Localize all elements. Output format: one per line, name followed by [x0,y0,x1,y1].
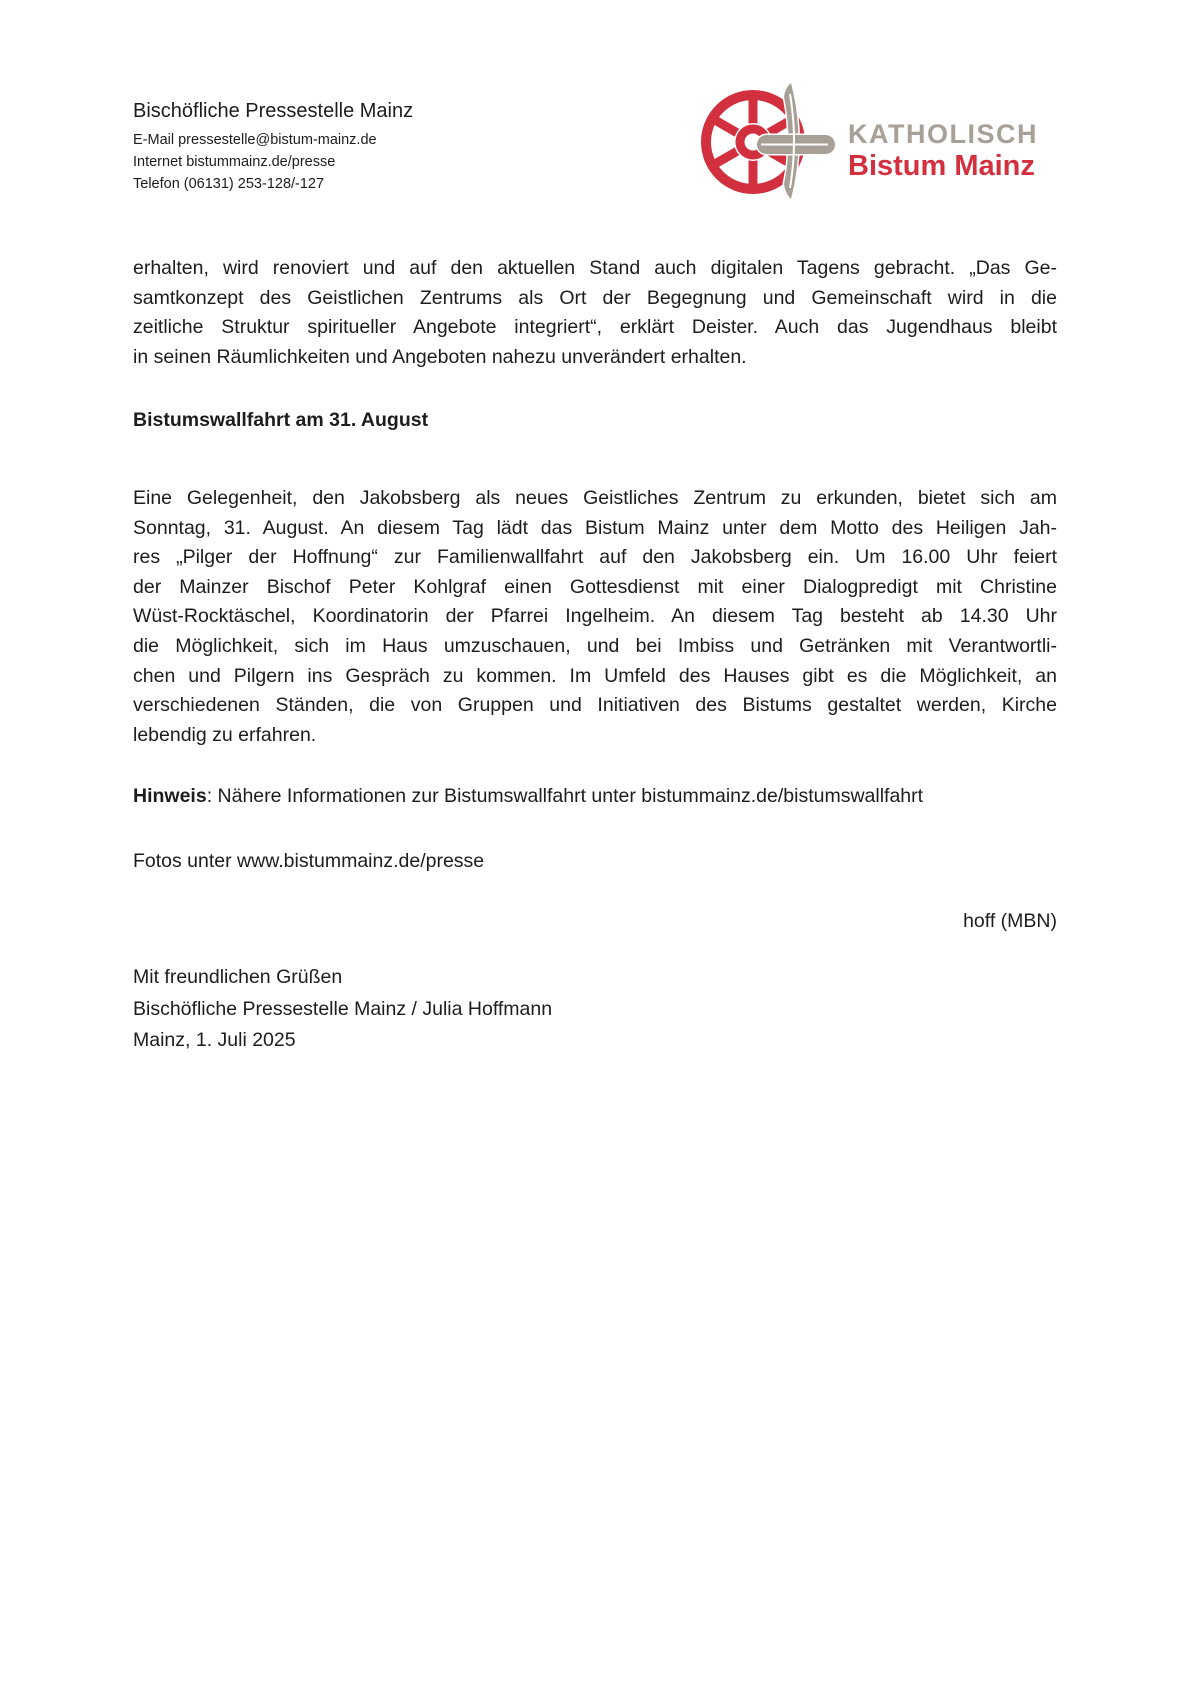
text-line: E-Mail pressestelle@bistum-mainz.de [133,132,377,148]
text-line: erhalten, wird renoviert und auf den aktuellen Stand auch digitalen Tagens gebracht. „Das Ge- [133,257,1057,279]
logo-wordmark [848,82,1038,183]
author-abbreviation: hoff (MBN) [963,910,1057,932]
text-line: Sonntag, 31. August. An diesem Tag lädt das Bistum Mainz unter dem Motto des Heiligen Jah- [133,516,1057,539]
text-line: Eine Gelegenheit, den Jakobsberg als neues Geistliches Zentrum zu erkunden, bietet sich am [133,487,1057,509]
body-paragraph-1 [133,254,1057,372]
text-line: Internet bistummainz.de/presse [133,153,336,170]
text-line: Bischöfliche Pressestelle Mainz / Julia Hoffmann [133,997,553,1020]
fotos-line: Fotos unter www.bistummainz.de/presse [133,850,485,872]
bistum-mainz-logo [700,82,1038,200]
hinweis-text: : Nähere Informationen zur Bistumswallfahrt unter bistummainz.de/bistumswallfahrt [206,785,924,807]
hinweis-label: Hinweis [133,785,207,807]
letterhead-sender [133,100,413,195]
text-line: Mainz, 1. Juli 2025 [133,1029,296,1051]
text-line: der Mainzer Bischof Peter Kohlgraf einen Gottesdienst mit einer Dialogpredigt mit Christine [133,575,1057,598]
signature-block [133,962,1057,1057]
text-line: verschiedenen Ständen, die von Gruppen und Initiativen des Bistums gestaltet werden, Kirche [133,694,1057,717]
text-line: die Möglichkeit, sich im Haus umzuschauen, und bei Imbiss und Getränken mit Verantwortli- [133,634,1057,657]
text-line: Wüst-Rocktäschel, Koordinatorin der Pfarrei Ingelheim. An diesem Tag besteht ab 14.30 Uhr [133,605,1057,628]
mainz-wheel-cross-icon [700,82,838,200]
text-line: res „Pilger der Hoffnung“ zur Familienwallfahrt auf den Jakobsberg ein. Um 16.00 Uhr feiert [133,546,1057,569]
text-line: samtkonzept des Geistlichen Zentrums als Ort der Begegnung und Gemeinschaft wird in die [133,286,1057,309]
text-line: Telefon (06131) 253-128/-127 [133,175,325,192]
text-line: chen und Pilgern ins Gespräch zu kommen. Im Umfeld des Hauses gibt es die Möglichkeit, an [133,664,1057,687]
sender-contact [133,130,413,195]
section-heading: Bistumswallfahrt am 31. August [133,409,429,431]
logo-katholisch-label: KATHOLISCH [848,119,1038,149]
text-line: lebendig zu erfahren. [133,723,317,746]
text-line: in seinen Räumlichkeiten und Angeboten nahezu unverändert erhalten. [133,345,747,368]
sender-title: Bischöfliche Pressestelle Mainz [133,100,414,122]
text-line: zeitliche Struktur spiritueller Angebote integriert“, erklärt Deister. Auch das Jugendhaus bleibt [133,316,1057,339]
logo-bistum-mainz-label: Bistum Mainz [848,149,1035,182]
body-paragraph-2 [133,484,1057,750]
text-line: Mit freundlichen Grüßen [133,966,343,988]
hinweis-note [133,782,1057,812]
